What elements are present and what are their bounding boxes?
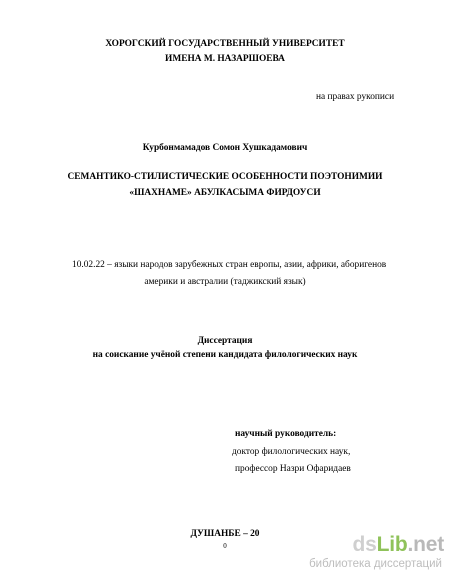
dissertation-title-line-2: «ШАХНАМЕ» АБУЛКАСЫМА ФИРДОУСИ xyxy=(129,188,321,198)
specialty-line-2: америки и австралии (таджикский язык) xyxy=(144,277,306,287)
logo-part-ds: ds xyxy=(352,533,377,556)
city-year: ДУШАНБЕ – 20 xyxy=(190,529,260,539)
dslib-logo xyxy=(352,534,444,556)
university-name-line-2: ИМЕНА М. НАЗАРШОЕВА xyxy=(165,54,285,64)
specialty-line-1: 10.02.22 – языки народов зарубежных стран европы, азии, африки, аборигенов xyxy=(72,260,387,270)
supervisor-name: профессор Назри Офаридаев xyxy=(235,464,351,474)
manuscript-rights-note: на правах рукописи xyxy=(316,92,395,102)
watermark-tagline: библиотека диссертаций xyxy=(309,558,442,570)
university-name-line-1: ХОРОГСКИЙ ГОСУДАРСТВЕННЫЙ УНИВЕРСИТЕТ xyxy=(105,39,345,49)
dissertation-title-line-1: СЕМАНТИКО-СТИЛИСТИЧЕСКИЕ ОСОБЕННОСТИ ПОЭТОНИМИИ xyxy=(67,172,383,182)
document-type: Диссертация xyxy=(197,336,253,346)
author-name: Курбонмамадов Сомон Хушкадамович xyxy=(142,143,308,153)
degree-statement: на соискание учёной степени кандидата филологических наук xyxy=(92,350,358,360)
page-number: 0 xyxy=(223,542,227,550)
supervisor-label: научный руководитель: xyxy=(235,429,337,439)
logo-part-net: .net xyxy=(407,533,444,556)
supervisor-degree: доктор филологических наук, xyxy=(232,447,351,457)
dslib-watermark xyxy=(309,533,444,574)
logo-part-lib: Lib xyxy=(376,533,408,556)
